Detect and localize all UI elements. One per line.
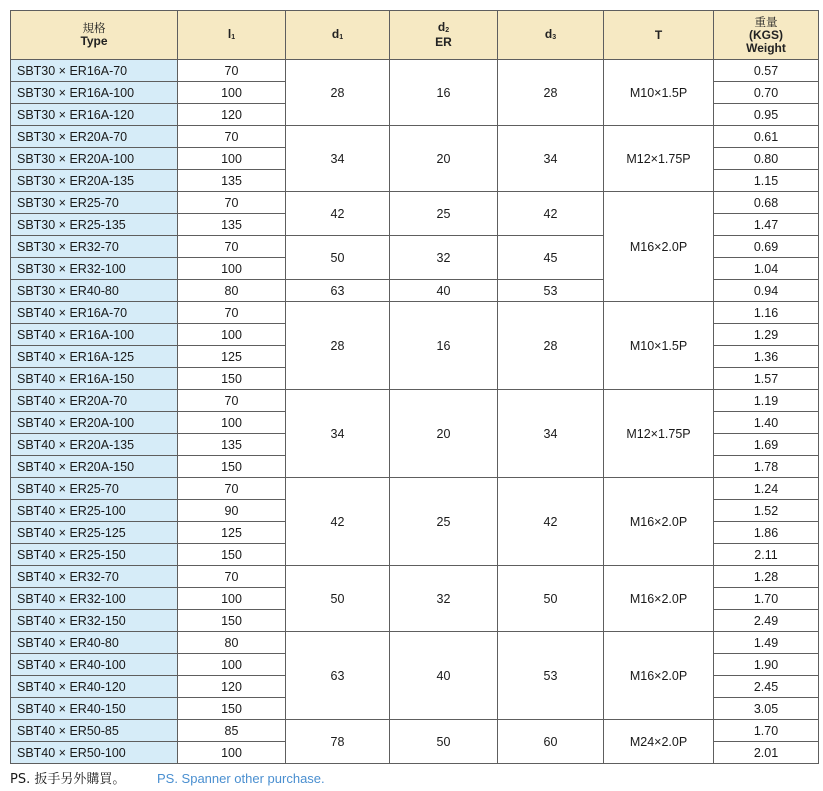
type-cell: SBT40 × ER32-150 <box>11 610 178 632</box>
header-weight <box>714 11 819 60</box>
weight-cell: 1.04 <box>714 258 819 280</box>
weight-cell: 0.69 <box>714 236 819 258</box>
type-cell: SBT30 × ER16A-120 <box>11 104 178 126</box>
type-cell: SBT40 × ER32-100 <box>11 588 178 610</box>
d1-cell: 50 <box>286 236 390 280</box>
l1-cell: 125 <box>178 522 286 544</box>
weight-cell: 0.61 <box>714 126 819 148</box>
weight-cell: 1.40 <box>714 412 819 434</box>
type-cell: SBT30 × ER32-100 <box>11 258 178 280</box>
weight-cell: 0.68 <box>714 192 819 214</box>
type-cell: SBT40 × ER40-100 <box>11 654 178 676</box>
table-row <box>11 192 819 214</box>
thread-cell: M16×2.0P <box>604 478 714 566</box>
l1-cell: 70 <box>178 390 286 412</box>
type-cell: SBT30 × ER16A-70 <box>11 60 178 82</box>
l1-cell: 100 <box>178 742 286 764</box>
d1-cell: 63 <box>286 280 390 302</box>
d1-cell: 28 <box>286 60 390 126</box>
thread-cell: M16×2.0P <box>604 566 714 632</box>
weight-cell: 0.94 <box>714 280 819 302</box>
l1-cell: 135 <box>178 170 286 192</box>
l1-cell: 90 <box>178 500 286 522</box>
header-d2 <box>390 11 498 60</box>
weight-cell: 1.19 <box>714 390 819 412</box>
header-d2-extra: ER <box>435 35 452 49</box>
d1-cell: 42 <box>286 478 390 566</box>
table-header <box>11 11 819 60</box>
weight-cell: 1.52 <box>714 500 819 522</box>
l1-cell: 80 <box>178 632 286 654</box>
type-cell: SBT40 × ER25-125 <box>11 522 178 544</box>
d2-cell: 20 <box>390 126 498 192</box>
weight-cell: 0.57 <box>714 60 819 82</box>
l1-cell: 120 <box>178 104 286 126</box>
d1-cell: 34 <box>286 126 390 192</box>
l1-cell: 150 <box>178 544 286 566</box>
d3-cell: 34 <box>498 126 604 192</box>
table-row <box>11 60 819 82</box>
d2-cell: 50 <box>390 720 498 764</box>
l1-cell: 135 <box>178 214 286 236</box>
weight-cell: 0.80 <box>714 148 819 170</box>
l1-cell: 100 <box>178 324 286 346</box>
type-cell: SBT40 × ER20A-100 <box>11 412 178 434</box>
table-row <box>11 478 819 500</box>
d3-cell: 28 <box>498 60 604 126</box>
type-cell: SBT30 × ER20A-70 <box>11 126 178 148</box>
type-cell: SBT30 × ER32-70 <box>11 236 178 258</box>
header-d2-sub: 2 <box>445 27 450 34</box>
header-l1 <box>178 11 286 60</box>
d2-cell: 25 <box>390 478 498 566</box>
header-d3-main: d <box>544 26 553 41</box>
weight-cell: 1.90 <box>714 654 819 676</box>
header-d1-main: d <box>331 26 340 41</box>
d2-cell: 32 <box>390 566 498 632</box>
type-cell: SBT30 × ER25-70 <box>11 192 178 214</box>
d2-cell: 40 <box>390 632 498 720</box>
weight-cell: 1.15 <box>714 170 819 192</box>
table-row <box>11 126 819 148</box>
type-cell: SBT40 × ER25-70 <box>11 478 178 500</box>
type-cell: SBT40 × ER40-80 <box>11 632 178 654</box>
type-cell: SBT40 × ER20A-135 <box>11 434 178 456</box>
header-d3-sub: 3 <box>552 33 557 41</box>
l1-cell: 100 <box>178 412 286 434</box>
weight-cell: 1.86 <box>714 522 819 544</box>
type-cell: SBT40 × ER25-150 <box>11 544 178 566</box>
header-type <box>11 11 178 60</box>
l1-cell: 100 <box>178 258 286 280</box>
weight-cell: 1.57 <box>714 368 819 390</box>
header-d3 <box>498 11 604 60</box>
l1-cell: 100 <box>178 82 286 104</box>
weight-cell: 2.01 <box>714 742 819 764</box>
type-cell: SBT40 × ER40-150 <box>11 698 178 720</box>
weight-cell: 3.05 <box>714 698 819 720</box>
d3-cell: 45 <box>498 236 604 280</box>
type-cell: SBT40 × ER16A-100 <box>11 324 178 346</box>
header-t <box>604 11 714 60</box>
l1-cell: 70 <box>178 302 286 324</box>
d2-cell: 20 <box>390 390 498 478</box>
thread-cell: M12×1.75P <box>604 126 714 192</box>
type-cell: SBT40 × ER20A-70 <box>11 390 178 412</box>
l1-cell: 125 <box>178 346 286 368</box>
weight-cell: 1.69 <box>714 434 819 456</box>
l1-cell: 70 <box>178 126 286 148</box>
l1-cell: 70 <box>178 478 286 500</box>
d3-cell: 60 <box>498 720 604 764</box>
thread-cell: M16×2.0P <box>604 632 714 720</box>
header-type-cn: 規格 <box>82 21 106 35</box>
l1-cell: 70 <box>178 60 286 82</box>
d3-cell: 53 <box>498 632 604 720</box>
d3-cell: 42 <box>498 192 604 236</box>
d2-cell: 16 <box>390 60 498 126</box>
d2-cell: 32 <box>390 236 498 280</box>
thread-cell: M24×2.0P <box>604 720 714 764</box>
type-cell: SBT40 × ER25-100 <box>11 500 178 522</box>
l1-cell: 70 <box>178 236 286 258</box>
d2-cell: 25 <box>390 192 498 236</box>
d1-cell: 42 <box>286 192 390 236</box>
weight-cell: 1.78 <box>714 456 819 478</box>
d3-cell: 50 <box>498 566 604 632</box>
thread-cell: M12×1.75P <box>604 390 714 478</box>
type-cell: SBT40 × ER20A-150 <box>11 456 178 478</box>
weight-cell: 2.45 <box>714 676 819 698</box>
l1-cell: 70 <box>178 566 286 588</box>
header-weight-en: Weight <box>746 40 786 55</box>
header-weight-cn: 重量 <box>754 14 778 29</box>
weight-cell: 0.95 <box>714 104 819 126</box>
table-row <box>11 566 819 588</box>
type-cell: SBT40 × ER16A-70 <box>11 302 178 324</box>
weight-cell: 1.28 <box>714 566 819 588</box>
type-cell: SBT40 × ER16A-125 <box>11 346 178 368</box>
weight-cell: 1.36 <box>714 346 819 368</box>
header-d1 <box>286 11 390 60</box>
l1-cell: 120 <box>178 676 286 698</box>
weight-cell: 1.49 <box>714 632 819 654</box>
header-d1-sub: 1 <box>339 33 344 41</box>
header-t-label: T <box>654 27 663 42</box>
type-cell: SBT40 × ER40-120 <box>11 676 178 698</box>
table-row <box>11 302 819 324</box>
thread-cell: M16×2.0P <box>604 192 714 302</box>
spec-table <box>10 10 819 764</box>
table-body <box>11 60 819 764</box>
l1-cell: 100 <box>178 148 286 170</box>
l1-cell: 150 <box>178 698 286 720</box>
type-cell: SBT30 × ER20A-135 <box>11 170 178 192</box>
header-weight-unit: (KGS) <box>749 27 783 42</box>
weight-cell: 1.70 <box>714 588 819 610</box>
type-cell: SBT30 × ER40-80 <box>11 280 178 302</box>
type-cell: SBT30 × ER20A-100 <box>11 148 178 170</box>
table-row <box>11 720 819 742</box>
header-l1-sub: 1 <box>231 33 236 41</box>
d3-cell: 28 <box>498 302 604 390</box>
l1-cell: 150 <box>178 456 286 478</box>
l1-cell: 85 <box>178 720 286 742</box>
d3-cell: 34 <box>498 390 604 478</box>
footnote <box>10 768 325 787</box>
type-cell: SBT30 × ER25-135 <box>11 214 178 236</box>
type-cell: SBT40 × ER16A-150 <box>11 368 178 390</box>
thread-cell: M10×1.5P <box>604 60 714 126</box>
l1-cell: 150 <box>178 610 286 632</box>
weight-cell: 1.47 <box>714 214 819 236</box>
table-row <box>11 632 819 654</box>
type-cell: SBT30 × ER16A-100 <box>11 82 178 104</box>
d3-cell: 53 <box>498 280 604 302</box>
l1-cell: 135 <box>178 434 286 456</box>
weight-cell: 2.11 <box>714 544 819 566</box>
weight-cell: 2.49 <box>714 610 819 632</box>
footnote-en: PS. Spanner other purchase. <box>156 771 325 786</box>
weight-cell: 1.16 <box>714 302 819 324</box>
thread-cell: M10×1.5P <box>604 302 714 390</box>
footnote-cn: PS. 扳手另外購買。 <box>10 772 126 787</box>
d1-cell: 34 <box>286 390 390 478</box>
l1-cell: 150 <box>178 368 286 390</box>
d1-cell: 28 <box>286 302 390 390</box>
d1-cell: 63 <box>286 632 390 720</box>
header-d2-main: d <box>437 20 446 34</box>
weight-cell: 1.24 <box>714 478 819 500</box>
type-cell: SBT40 × ER50-85 <box>11 720 178 742</box>
d1-cell: 50 <box>286 566 390 632</box>
l1-cell: 70 <box>178 192 286 214</box>
type-cell: SBT40 × ER32-70 <box>11 566 178 588</box>
weight-cell: 0.70 <box>714 82 819 104</box>
l1-cell: 100 <box>178 588 286 610</box>
header-l1-main: l <box>227 26 232 41</box>
header-type-en: Type <box>80 34 108 48</box>
table-row <box>11 390 819 412</box>
weight-cell: 1.29 <box>714 324 819 346</box>
d2-cell: 16 <box>390 302 498 390</box>
header-row <box>11 11 819 60</box>
type-cell: SBT40 × ER50-100 <box>11 742 178 764</box>
l1-cell: 100 <box>178 654 286 676</box>
l1-cell: 80 <box>178 280 286 302</box>
d1-cell: 78 <box>286 720 390 764</box>
weight-cell: 1.70 <box>714 720 819 742</box>
d2-cell: 40 <box>390 280 498 302</box>
d3-cell: 42 <box>498 478 604 566</box>
